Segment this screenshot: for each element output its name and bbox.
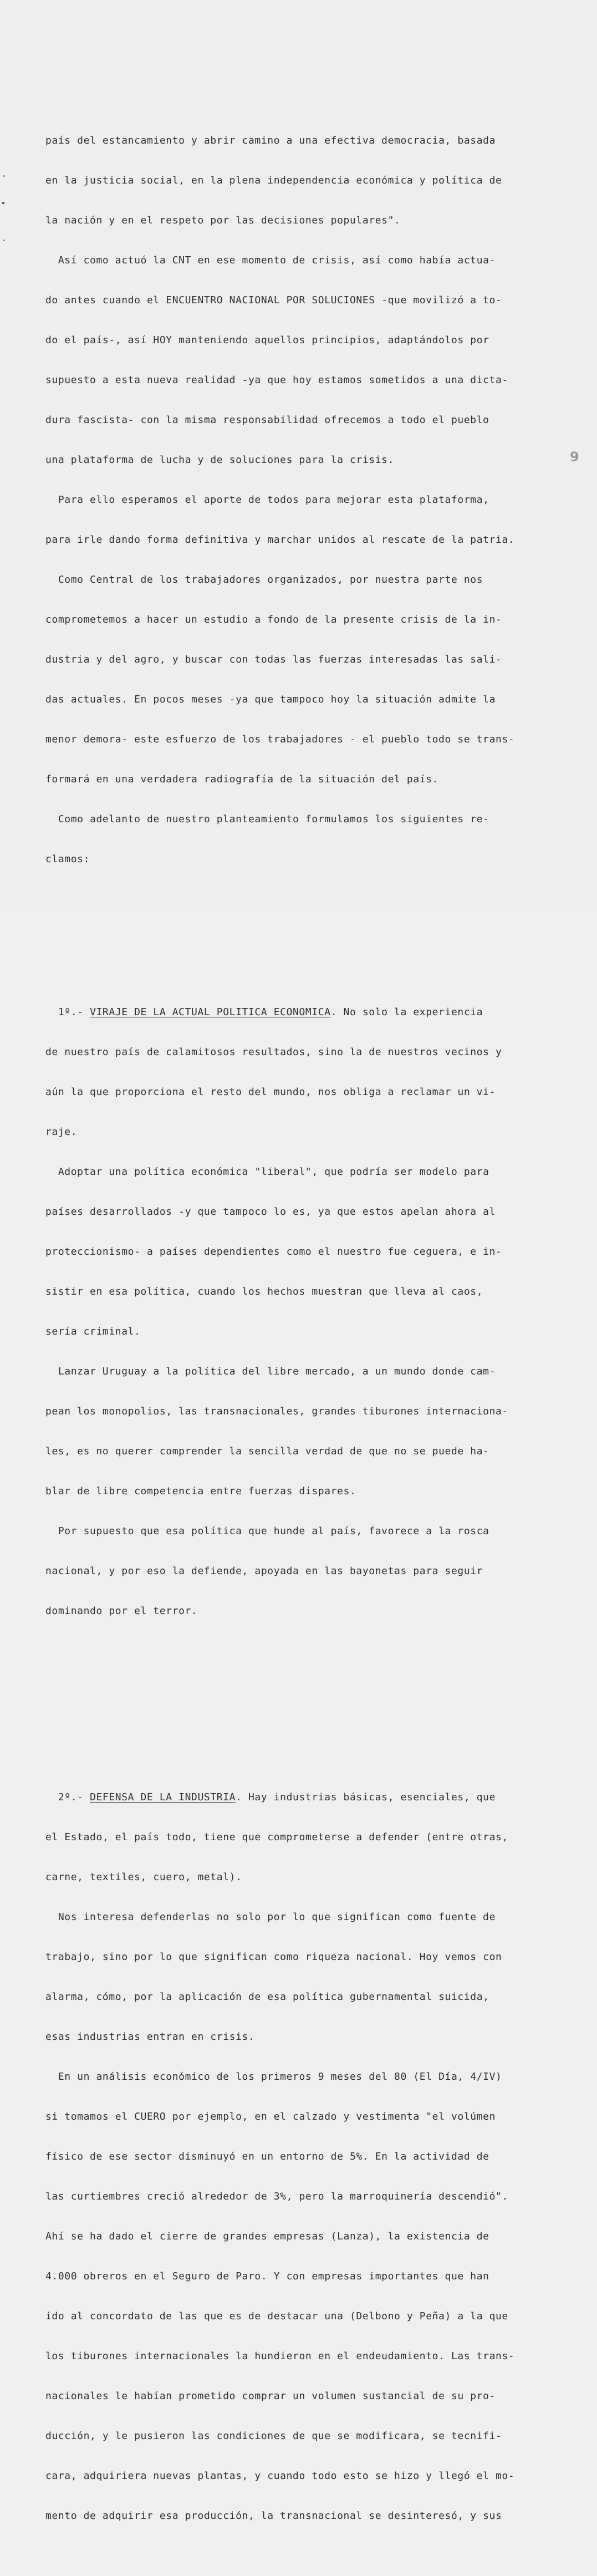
text-line: la nación y en el respeto por las decisiones populares". xyxy=(45,215,401,226)
text-line: nacionales le habían prometido comprar un volumen sustancial de su pro- xyxy=(45,2390,496,2402)
page-number: 9 xyxy=(570,449,579,465)
text-line: proteccionismo- a países dependientes como el nuestro fue ceguera, e in- xyxy=(45,1246,502,1258)
text-line: países desarrollados -y que tampoco lo es, ya que estos apelan ahora al xyxy=(45,1206,496,1218)
text-line: do antes cuando el ENCUENTRO NACIONAL POR SOLUCIONES -que movilizó a to- xyxy=(45,294,502,306)
text-line: para irle dando forma definitiva y marchar unidos al rescate de la patria. xyxy=(45,534,515,546)
text-line: alarma, cómo, por la aplicación de esa política gubernamental suicida, xyxy=(45,1991,489,2003)
text-line: esas industrias entran en crisis. xyxy=(45,2031,255,2043)
section-2-heading: DEFENSA DE LA INDUSTRIA xyxy=(90,1791,236,1803)
paragraph-gap xyxy=(45,933,544,939)
text-line: Lanzar Uruguay a la política del libre mercado, a un mundo donde cam- xyxy=(45,1366,496,1377)
scan-speck xyxy=(3,240,5,241)
text-line: mento de adquirir esa producción, la transnacional se desinteresó, y sus xyxy=(45,2510,502,2522)
text-line: los tiburones internacionales la hundieron en el endeudamiento. Las trans- xyxy=(45,2350,515,2362)
text-line: supuesto a esta nueva realidad -ya que hoy estamos sometidos a una dicta- xyxy=(45,374,508,386)
section-2 xyxy=(45,1764,544,2549)
text-line: aún la que proporciona el resto del mundo, nos obliga a reclamar un vi- xyxy=(45,1086,496,1098)
text-line: Así como actuó la CNT en ese momento de crisis, así como había actua- xyxy=(45,254,496,266)
text-line: Ahí se ha dado el cierre de grandes empresas (Lanza), la existencia de xyxy=(45,2231,489,2242)
text-line: si tomamos el CUERO por ejemplo, en el calzado y vestimenta "el volúmen xyxy=(45,2111,496,2122)
text-line: Nos interesa defenderlas no solo por lo que significan como fuente de xyxy=(45,1911,496,1923)
text-line: nacional, y por eso la defiende, apoyada en las bayonetas para seguir xyxy=(45,1565,483,1577)
text-line: dominando por el terror. xyxy=(45,1605,198,1617)
text-line: Para ello esperamos el aporte de todos para mejorar esta plataforma, xyxy=(45,494,489,506)
text-line: cara, adquiriera nuevas plantas, y cuando todo esto se hizo y llegó el mo- xyxy=(45,2470,515,2482)
scan-speck xyxy=(2,202,4,204)
text-line: menor demora- este esfuerzo de los trabajadores - el pueblo todo se trans- xyxy=(45,734,515,745)
paragraph-gap xyxy=(45,1718,544,1724)
document-body xyxy=(45,81,544,2576)
text-line: dustria y del agro, y buscar con todas las fuerzas interesadas las sali- xyxy=(45,654,502,665)
text-line: de nuestro país de calamitosos resultados, sino la de nuestros vecinos y xyxy=(45,1046,502,1058)
section-2-heading-line xyxy=(45,1791,544,1804)
text-line: sistir en esa política, cuando los hechos muestran que lleva al caos, xyxy=(45,1286,483,1297)
section-1 xyxy=(45,979,544,1645)
text-line: las curtiembres creció alrededor de 3%, pero la marroquinería descendió". xyxy=(45,2191,508,2202)
text-line: comprometemos a hacer un estudio a fondo de la presente crisis de la in- xyxy=(45,614,502,625)
section-1-heading: VIRAJE DE LA ACTUAL POLITICA ECONOMICA xyxy=(90,1006,331,1018)
text-line: ducción, y le pusieron las condiciones de que se modificara, se tecnifi- xyxy=(45,2430,502,2442)
text-line: Como Central de los trabajadores organizados, por nuestra parte nos xyxy=(45,574,483,586)
text-line: clamos: xyxy=(45,853,90,865)
text-line: blar de libre competencia entre fuerzas dispares. xyxy=(45,1485,356,1497)
text-line: en la justicia social, en la plena independencia económica y política de xyxy=(45,175,502,186)
text-line: dura fascista- con la misma responsabilidad ofrecemos a todo el pueblo xyxy=(45,414,489,426)
text-line: pean los monopolios, las transnacionales, grandes tiburones internaciona- xyxy=(45,1406,508,1417)
text-line: el Estado, el país todo, tiene que comprometerse a defender (entre otras, xyxy=(45,1831,508,1843)
text-line: Como adelanto de nuestro planteamiento formulamos los siguientes re- xyxy=(45,813,489,825)
text-line: En un análisis económico de los primeros 9 meses del 80 (El Día, 4/IV) xyxy=(45,2071,502,2083)
text-line: do el país-, así HOY manteniendo aquellos principios, adaptándolos por xyxy=(45,334,489,346)
text-line: una plataforma de lucha y de soluciones para la crisis. xyxy=(45,454,395,466)
section-2-number: 2º.- xyxy=(45,1791,90,1803)
text-line: Adoptar una política económica "liberal", que podría ser modelo para xyxy=(45,1166,489,1178)
paragraph-gap xyxy=(45,1684,544,1691)
text-line: formará en una verdadera radiografía de la situación del país. xyxy=(45,773,439,785)
text-line: Por supuesto que esa política que hunde al país, favorece a la rosca xyxy=(45,1525,489,1537)
text-line: ido al concordato de las que es de destacar una (Delbono y Peña) a la que xyxy=(45,2310,508,2322)
section-1-number: 1º.- xyxy=(45,1006,90,1018)
text-line: 4.000 obreros en el Seguro de Paro. Y con empresas importantes que han xyxy=(45,2270,489,2282)
text-line: sería criminal. xyxy=(45,1326,141,1337)
text-line: carne, textiles, cuero, metal). xyxy=(45,1871,242,1883)
text-line: país del estancamiento y abrir camino a una efectiva democracia, basada xyxy=(45,135,496,146)
section-1-heading-rest: . No solo la experiencia xyxy=(330,1006,483,1018)
text-line: raje. xyxy=(45,1126,78,1138)
intro-block xyxy=(45,108,544,893)
text-line: das actuales. En pocos meses -ya que tampoco hoy la situación admite la xyxy=(45,694,496,705)
text-line: les, es no querer comprender la sencilla verdad de que no se puede ha- xyxy=(45,1445,489,1457)
section-2-heading-rest: . Hay industrias básicas, esenciales, que xyxy=(236,1791,496,1803)
text-line: trabajo, sino por lo que significan como riqueza nacional. Hoy vemos con xyxy=(45,1951,502,1963)
text-line: físico de ese sector disminuyó en un entorno de 5%. En la actividad de xyxy=(45,2151,489,2162)
section-1-heading-line xyxy=(45,1006,544,1019)
scan-speck xyxy=(3,175,5,177)
